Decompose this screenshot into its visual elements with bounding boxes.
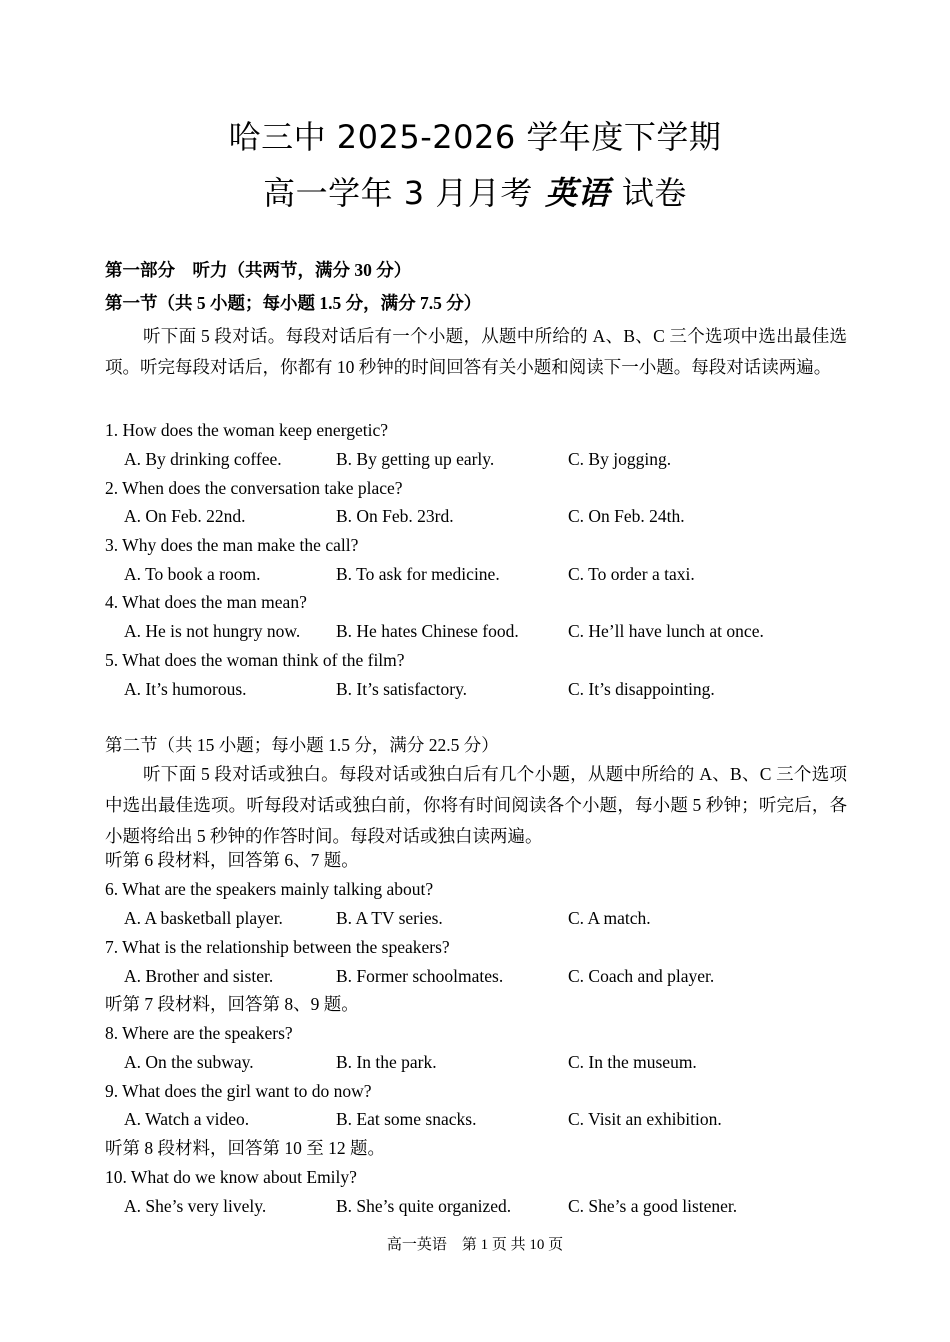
question-6: 6. What are the speakers mainly talking about? <box>105 879 434 899</box>
title-subject: 英语 <box>544 174 610 212</box>
question-8: 8. Where are the speakers? <box>105 1023 293 1043</box>
title-prefix: 高一学年 3 月月考 <box>263 174 533 212</box>
option-c: C. In the museum. <box>568 1052 697 1072</box>
section2-instructions <box>105 759 847 852</box>
material-note-8: 听第 8 段材料，回答第 10 至 12 题。 <box>105 1138 385 1158</box>
option-b: B. On Feb. 23rd. <box>336 506 454 526</box>
title-suffix: 试卷 <box>621 174 687 212</box>
option-b: B. To ask for medicine. <box>336 564 500 584</box>
option-b: B. In the park. <box>336 1052 437 1072</box>
exam-title-line1: 哈三中 2025-2026 学年度下学期 <box>228 118 722 156</box>
section2-instructions-text: 听下面 5 段对话或独白。每段对话或独白后有几个小题，从题中所给的 A、B、C 三个选项中选出最佳选项。听每段对话或独白前，你将有时间阅读各个小题，每小题 5 秒钟；听完后，各小题将给出 5 秒钟的作答时间。每段对话或独白读两遍。 <box>105 764 847 846</box>
question-7: 7. What is the relationship between the speakers? <box>105 937 450 957</box>
section1-instructions-text: 听下面 5 段对话。每段对话后有一个小题，从题中所给的 A、B、C 三个选项中选出最佳选项。听完每段对话后，你都有 10 秒钟的时间回答有关小题和阅读下一小题。每段对话读两遍。 <box>105 326 847 377</box>
option-b: B. By getting up early. <box>336 449 495 469</box>
option-a: A. Brother and sister. <box>124 966 274 986</box>
option-a: A. On Feb. 22nd. <box>124 506 246 526</box>
option-a: A. To book a room. <box>124 564 261 584</box>
question-1: 1. How does the woman keep energetic? <box>105 420 388 440</box>
option-a: A. By drinking coffee. <box>124 449 282 469</box>
option-c: C. To order a taxi. <box>568 564 695 584</box>
option-b: B. A TV series. <box>336 908 443 928</box>
option-b: B. It’s satisfactory. <box>336 679 468 699</box>
question-10: 10. What do we know about Emily? <box>105 1167 357 1187</box>
option-c: C. It’s disappointing. <box>568 679 715 699</box>
option-a: A. Watch a video. <box>124 1109 250 1129</box>
question-3: 3. Why does the man make the call? <box>105 535 359 555</box>
section2-heading: 第二节（共 15 小题；每小题 1.5 分，满分 22.5 分） <box>105 735 499 755</box>
question-2: 2. When does the conversation take place? <box>105 478 403 498</box>
option-c: C. Visit an exhibition. <box>568 1109 722 1129</box>
exam-title-line2 <box>0 168 950 214</box>
option-b: B. Former schoolmates. <box>336 966 504 986</box>
option-b: B. He hates Chinese food. <box>336 621 519 641</box>
option-c: C. She’s a good listener. <box>568 1196 738 1216</box>
question-9: 9. What does the girl want to do now? <box>105 1081 372 1101</box>
option-a: A. She’s very lively. <box>124 1196 267 1216</box>
option-c: C. A match. <box>568 908 651 928</box>
question-4: 4. What does the man mean? <box>105 592 307 612</box>
option-b: B. She’s quite organized. <box>336 1196 512 1216</box>
option-c: C. On Feb. 24th. <box>568 506 685 526</box>
option-a: A. He is not hungry now. <box>124 621 301 641</box>
option-c: C. By jogging. <box>568 449 672 469</box>
option-a: A. On the subway. <box>124 1052 254 1072</box>
section1-heading: 第一节（共 5 小题；每小题 1.5 分，满分 7.5 分） <box>105 293 482 313</box>
question-5: 5. What does the woman think of the film? <box>105 650 405 670</box>
option-c: C. Coach and player. <box>568 966 715 986</box>
option-a: A. A basketball player. <box>124 908 283 928</box>
section1-instructions <box>105 321 847 383</box>
part1-heading: 第一部分 听力（共两节，满分 30 分） <box>105 260 412 280</box>
material-note-7: 听第 7 段材料，回答第 8、9 题。 <box>105 994 359 1014</box>
option-b: B. Eat some snacks. <box>336 1109 477 1129</box>
option-c: C. He’ll have lunch at once. <box>568 621 764 641</box>
material-note-6: 听第 6 段材料，回答第 6、7 题。 <box>105 850 359 870</box>
option-a: A. It’s humorous. <box>124 679 247 699</box>
page-footer: 高一英语 第 1 页 共 10 页 <box>386 1237 564 1253</box>
